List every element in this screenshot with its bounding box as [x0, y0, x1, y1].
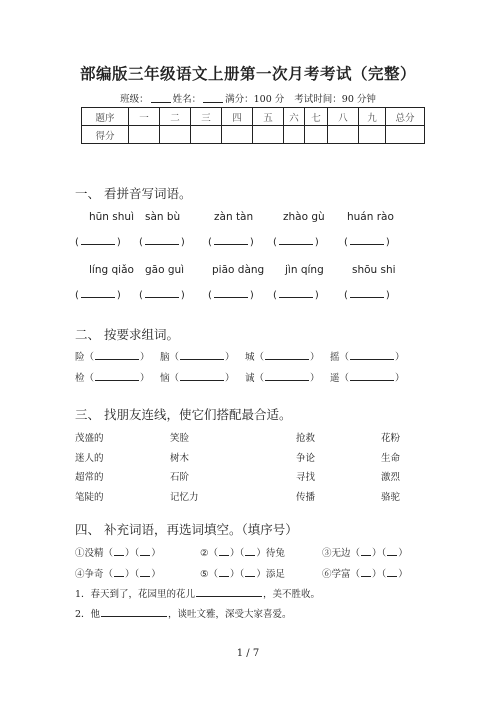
pinyin-item: huán rào — [347, 211, 394, 223]
score-header-cell: 题序 — [82, 108, 129, 126]
fill-sentence-2[interactable] — [75, 606, 292, 620]
answer-blank[interactable]: ( ) — [344, 237, 390, 248]
answer-blank[interactable]: ( ) — [344, 290, 390, 301]
word-group-item[interactable]: 摇（ ） — [330, 352, 405, 363]
answer-blank[interactable]: ( ) — [139, 237, 185, 248]
pinyin-item: sàn bù — [145, 211, 181, 223]
section2-heading: 二、 按要求组词。 — [75, 327, 179, 342]
idiom-item[interactable]: ⑥学富（ ）（ ） — [322, 569, 408, 580]
match-word[interactable]: 迷人的 — [75, 453, 104, 464]
sentence-text: ，美不胜收。 — [263, 589, 321, 600]
full-score: 满分：100 分 — [225, 94, 285, 105]
idiom-part: 待兔 — [265, 548, 285, 559]
score-table — [81, 107, 425, 144]
score-header-cell: 八 — [328, 108, 359, 126]
answer-blank[interactable]: ( ) — [75, 290, 121, 301]
match-word[interactable]: 传播 — [296, 492, 316, 503]
idiom-item[interactable]: ④争奇（ ）（ ） — [75, 569, 161, 580]
match-word[interactable]: 茂盛的 — [75, 433, 104, 444]
word-group-item[interactable]: 城（ ） — [245, 352, 320, 363]
score-cell[interactable] — [328, 126, 359, 144]
answer-blank[interactable]: ( ) — [139, 290, 185, 301]
match-word[interactable]: 树木 — [170, 453, 190, 464]
idiom-part: ①没精 — [75, 548, 104, 559]
score-cell[interactable] — [284, 126, 305, 144]
idiom-item[interactable]: ⑤（ ）（ ）添足 — [200, 569, 285, 580]
score-cell[interactable] — [386, 126, 425, 144]
answer-blank[interactable]: ( ) — [75, 237, 121, 248]
score-cell[interactable] — [305, 126, 328, 144]
answer-blank[interactable]: ( ) — [273, 237, 319, 248]
sentence-text: 1．春天到了，花园里的花儿 — [75, 589, 196, 600]
match-word[interactable]: 寻找 — [296, 472, 316, 483]
score-header-cell: 四 — [222, 108, 253, 126]
score-cell[interactable] — [359, 126, 386, 144]
idiom-part: ④争奇 — [75, 569, 104, 580]
match-word[interactable]: 笔陡的 — [75, 492, 104, 503]
match-word[interactable]: 笑脸 — [170, 433, 190, 444]
idiom-part: ⑥学富 — [322, 569, 351, 580]
match-word[interactable]: 超常的 — [75, 472, 104, 483]
score-header-cell: 五 — [253, 108, 284, 126]
name-label: 姓名： — [172, 94, 202, 105]
pinyin-item: jìn qíng — [285, 264, 324, 276]
score-header-cell: 六 — [284, 108, 305, 126]
score-header-cell: 九 — [359, 108, 386, 126]
class-blank[interactable] — [151, 93, 171, 103]
idiom-part: ⑤ — [200, 569, 209, 580]
page-number: 1 / 7 — [236, 648, 260, 659]
idiom-part: 添足 — [265, 569, 285, 580]
pinyin-item: hūn shuì — [89, 211, 134, 223]
base-char: 城 — [245, 352, 255, 363]
exam-time: 考试时间：90 分钟 — [294, 94, 376, 105]
idiom-part: ② — [200, 548, 209, 559]
base-char: 诚 — [245, 373, 255, 384]
section4-heading: 四、 补充词语，再选词填空。（填序号） — [75, 522, 298, 537]
word-group-item[interactable]: 遥（ ） — [330, 373, 405, 384]
base-char: 险 — [75, 352, 85, 363]
word-group-item[interactable]: 恼（ ） — [160, 373, 235, 384]
exam-info-line — [0, 91, 496, 105]
match-word[interactable]: 抢救 — [296, 433, 316, 444]
pinyin-item: líng qiǎo — [89, 264, 134, 276]
idiom-item[interactable]: ①没精（ ）（ ） — [75, 548, 161, 559]
score-value-row — [82, 126, 425, 144]
match-word[interactable]: 记忆力 — [170, 492, 199, 503]
score-cell[interactable] — [191, 126, 222, 144]
match-word[interactable]: 生命 — [381, 453, 401, 464]
idiom-item[interactable]: ③无边（ ）（ ） — [322, 548, 408, 559]
fill-sentence-1[interactable] — [75, 586, 320, 600]
match-word[interactable]: 花粉 — [381, 433, 401, 444]
answer-blank[interactable]: ( ) — [273, 290, 319, 301]
score-header-row — [82, 108, 425, 126]
score-header-cell: 七 — [305, 108, 328, 126]
score-header-cell: 总分 — [386, 108, 425, 126]
score-header-cell: 三 — [191, 108, 222, 126]
class-label: 班级： — [120, 94, 149, 105]
word-group-item[interactable]: 险（ ） — [75, 352, 150, 363]
pinyin-item: shōu shi — [352, 264, 396, 276]
answer-blank[interactable]: ( ) — [208, 290, 254, 301]
score-cell[interactable] — [129, 126, 160, 144]
section1-heading: 一、 看拼音写词语。 — [75, 186, 192, 201]
match-word[interactable]: 争论 — [296, 453, 316, 464]
base-char: 脑 — [160, 352, 170, 363]
answer-blank[interactable]: ( ) — [208, 237, 254, 248]
idiom-part: ③无边 — [322, 548, 351, 559]
score-cell[interactable] — [253, 126, 284, 144]
score-cell[interactable] — [222, 126, 253, 144]
idiom-item[interactable]: ②（ ）（ ）待兔 — [200, 548, 285, 559]
section3-heading: 三、 找朋友连线，使它们搭配最合适。 — [75, 407, 292, 422]
score-row-label: 得分 — [82, 126, 129, 144]
word-group-item[interactable]: 检（ ） — [75, 373, 150, 384]
base-char: 恼 — [160, 373, 170, 384]
score-header-cell: 二 — [160, 108, 191, 126]
document-title: 部编版三年级语文上册第一次月考考试（完整） — [79, 64, 416, 83]
sentence-text: ，谈吐文雅，深受大家喜爱。 — [168, 609, 292, 620]
pinyin-item: gāo guì — [145, 264, 185, 276]
pinyin-item: zàn tàn — [214, 211, 254, 223]
pinyin-item: zhào gù — [283, 211, 325, 223]
score-header-cell: 一 — [129, 108, 160, 126]
pinyin-item: piāo dàng — [212, 264, 265, 276]
word-group-item[interactable]: 诚（ ） — [245, 373, 320, 384]
match-word[interactable]: 激烈 — [381, 472, 401, 483]
base-char: 遥 — [330, 373, 340, 384]
word-group-item[interactable]: 脑（ ） — [160, 352, 235, 363]
base-char: 摇 — [330, 352, 340, 363]
sentence-text: 2．他 — [75, 609, 101, 620]
match-word[interactable]: 石阶 — [170, 472, 190, 483]
base-char: 检 — [75, 373, 85, 384]
score-cell[interactable] — [160, 126, 191, 144]
match-word[interactable]: 骆驼 — [381, 492, 401, 503]
name-blank[interactable] — [203, 93, 223, 103]
